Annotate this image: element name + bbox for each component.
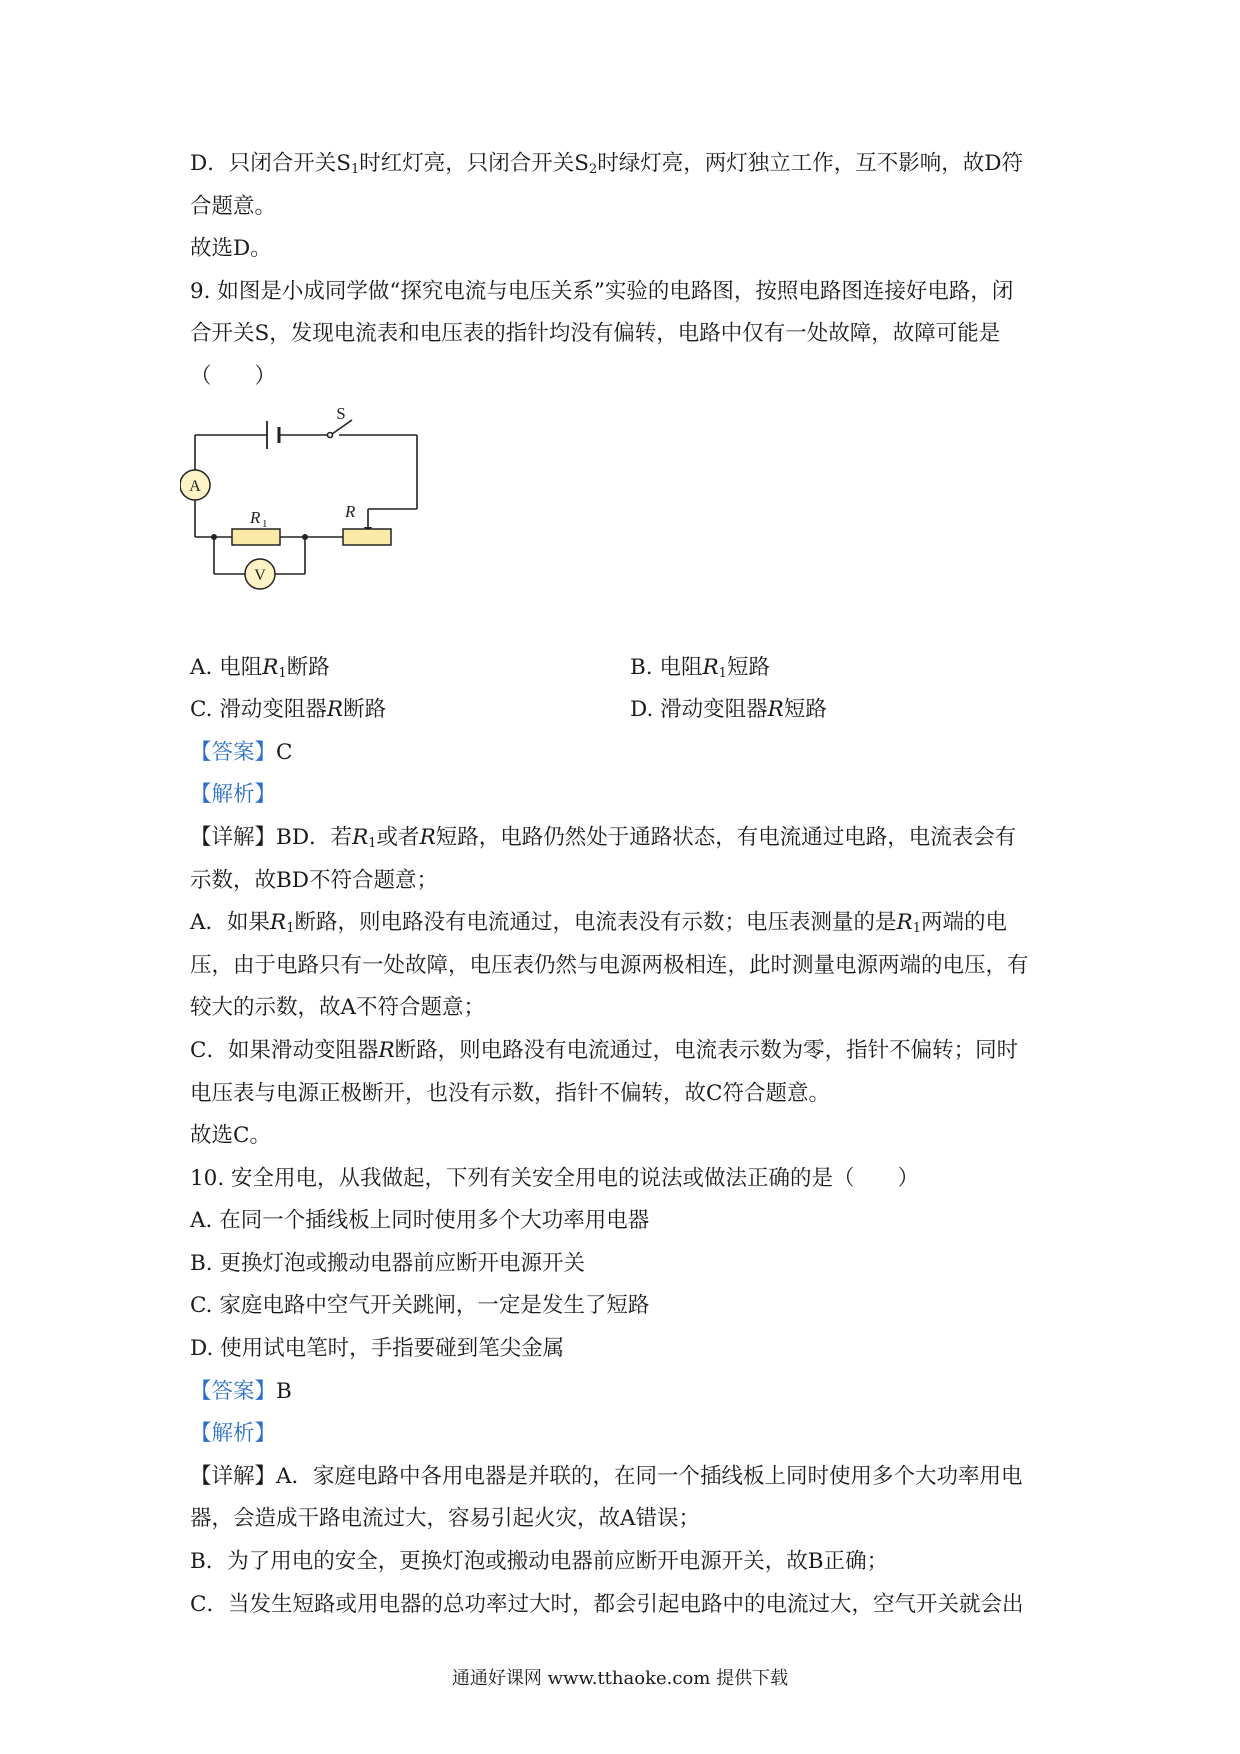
- answer-tag: 【答案】: [190, 1378, 277, 1404]
- q9-explanation-line7: 电压表与电源正极断开，也没有示数，指针不偏转，故C符合题意。: [190, 1080, 830, 1106]
- q8-option-d-explanation-line2: 合题意。: [190, 193, 277, 219]
- q10-option-b: B. 更换灯泡或搬动电器前应断开电源开关: [190, 1250, 585, 1276]
- q10-explanation-line3: B．为了用电的安全，更换灯泡或搬动电器前应断开电源开关，故B正确；: [190, 1549, 889, 1575]
- q9-options-row2: [190, 689, 1070, 732]
- q10-stem: 10. 安全用电，从我做起，下列有关安全用电的说法或做法正确的是（ ）: [190, 1165, 920, 1191]
- resistor-r1-subscript: 1: [262, 517, 268, 530]
- q9-option-b: B. 电阻$R_1$短路: [630, 654, 770, 681]
- q8-conclusion: 故选D。: [190, 236, 272, 262]
- q9-explanation-line3: A．如果$R_1$断路，则电路没有电流通过，电流表没有示数；电压表测量的是$R_1$两端的电: [190, 910, 1008, 937]
- q10-explanation-line2: 器，会造成干路电流过大，容易引起火灾，故A错误；: [190, 1506, 701, 1532]
- rheostat-label: R: [345, 501, 356, 521]
- q9-answer: 【答案】C: [190, 739, 293, 765]
- circuit-diagram-svg: [180, 403, 440, 645]
- q9-option-a: A. 电阻$R_1$断路: [190, 654, 330, 681]
- q9-explanation-line1: 【详解】BD．若$R_1$或者R短路，电路仍然处于通路状态，有电流通过电路，电流表会有: [190, 824, 1017, 851]
- q9-circuit-diagram: [190, 403, 1070, 645]
- q10-explanation-line4: C．当发生短路或用电器的总功率过大时，都会引起电路中的电流过大，空气开关就会出: [190, 1591, 1024, 1617]
- q9-explanation-line4: 压，由于电路只有一处故障，电压表仍然与电源两极相连，此时测量电源两端的电压，有: [190, 952, 1029, 978]
- ammeter-label: A: [189, 477, 201, 495]
- voltmeter-label: V: [254, 566, 266, 584]
- q10-answer: 【答案】B: [190, 1378, 292, 1404]
- q10-analysis-tag: 【解析】: [190, 1421, 277, 1447]
- q10-explanation-line1: 【详解】A．家庭电路中各用电器是并联的，在同一个插线板上同时使用多个大功率用电: [190, 1463, 1023, 1489]
- switch-label: S: [336, 403, 346, 423]
- q9-option-c: C. 滑动变阻器R断路: [190, 697, 387, 723]
- q9-stem-bracket: （ ）: [190, 363, 277, 389]
- resistor-r1-label: R: [250, 507, 261, 527]
- q10-option-a: A. 在同一个插线板上同时使用多个大功率用电器: [190, 1208, 650, 1234]
- answer-tag: 【答案】: [190, 739, 277, 765]
- q9-explanation-line5: 较大的示数，故A不符合题意；: [190, 995, 486, 1021]
- q9-option-d: D. 滑动变阻器R短路: [630, 697, 827, 723]
- q9-explanation-line6: C．如果滑动变阻器R断路，则电路没有电流通过，电流表示数为零，指针不偏转；同时: [190, 1037, 1019, 1063]
- q9-options-row1: [190, 647, 1070, 690]
- page-footer: 通通好课网 www.tthaoke.com 提供下载: [451, 1668, 789, 1689]
- q9-analysis-tag: 【解析】: [190, 782, 277, 808]
- document-page: [190, 143, 1070, 1626]
- q9-explanation-line2: 示数，故BD不符合题意；: [190, 867, 439, 893]
- q8-option-d-explanation-line1: D．只闭合开关$S_1$时红灯亮，只闭合开关$S_2$时绿灯亮，两灯独立工作，互不影响，故D符: [190, 151, 1024, 177]
- q10-option-d: D. 使用试电笔时，手指要碰到笔尖金属: [190, 1336, 565, 1362]
- q9-stem-line1: 9. 如图是小成同学做“探究电流与电压关系”实验的电路图，按照电路图连接好电路，闭: [190, 278, 1014, 304]
- q10-option-c: C. 家庭电路中空气开关跳闸，一定是发生了短路: [190, 1293, 650, 1319]
- q9-conclusion: 故选C。: [190, 1123, 271, 1149]
- q9-stem-line2: 合开关S，发现电流表和电压表的指针均没有偏转，电路中仅有一处故障，故障可能是: [190, 321, 1001, 347]
